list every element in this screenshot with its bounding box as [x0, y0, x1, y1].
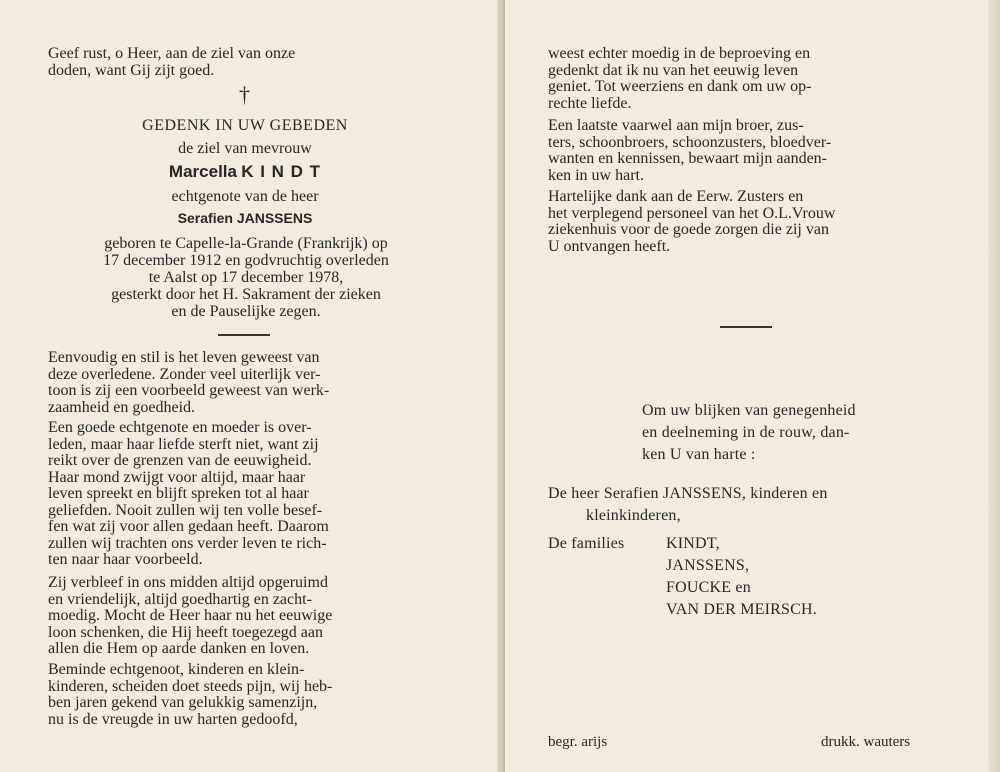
printer-left: begr. arijs [548, 734, 608, 750]
thanks-line-1: Om uw blijken van genegenheid [642, 402, 856, 419]
family-line-2: kleinkinderen, [586, 507, 681, 524]
verse: Geef rust, o Heer, aan de ziel van onze doden, want Gij zijt goed. [48, 45, 296, 79]
birth-line-3: te Aalst op 17 december 1978, [148, 269, 344, 286]
ziel-line: de ziel van mevrouw [178, 140, 312, 157]
deceased-firstname: Marcella [168, 162, 237, 181]
card-edge [988, 0, 1000, 772]
families-label: De families [548, 535, 625, 552]
deceased-surname: K I N D T [241, 162, 322, 181]
right-paragraph-3: Hartelijke dank aan de Eerw. Zusters en het verplegend personeel van het O.L.Vrouw ziekenhuis voor de goede zorgen die zij van U ontvangen heeft. [548, 188, 836, 255]
printer-right: drukk. wauters [821, 734, 911, 750]
paragraph-1: Eenvoudig en stil is het leven geweest van deze overledene. Zonder veel uiterlijk ver- toon is zij een voorbeeld geweest van werk- zaamheid en goedheid. [48, 349, 330, 416]
right-paragraph-2: Een laatste vaarwel aan mijn broer, zus- ters, schoonbroers, schoonzusters, bloedver- wanten en kennissen, bewaart mijn aanden- ken in uw hart. [548, 117, 832, 184]
paragraph-2: Een goede echtgenote en moeder is over- leden, maar haar liefde sterft niet, want zij reikt over de grenzen van de eeuwigheid. Haar mond zwijgt voor altijd, maar haar leven spreekt en blijft spreken tot al haar geliefden. Nooit zullen wij ten volle besef- fen wat zij voor allen gedaan heeft. Daarom zullen wij trachten ons verder leven te rich- ten naar haar voorbeeld. [48, 419, 329, 568]
family-van-der-meirsch: VAN DER MEIRSCH. [666, 601, 817, 618]
thanks-line-2: en deelneming in de rouw, dan- [642, 424, 850, 441]
birth-line-4: gesterkt door het H. Sakrament der zieken [111, 286, 381, 303]
family-foucke: FOUCKE en [666, 579, 751, 596]
right-paragraph-1: weest echter moedig in de beproeving en gedenkt dat ik nu van het eeuwig leven geniet. Tot weerziens en dank om uw op- rechte liefde. [548, 45, 812, 112]
birth-line-2: 17 december 1912 en godvruchtig overleden [103, 252, 389, 269]
right-page [505, 0, 1000, 772]
family-line-1: De heer Serafien JANSSENS, kinderen en [548, 485, 828, 502]
paragraph-4: Beminde echtgenoot, kinderen en klein- kinderen, scheiden doet steeds pijn, wij heb- ben jaren gekend van gelukkig samenzijn, nu is de vreugde in uw harten gedoofd, [48, 661, 333, 728]
family-janssens: JANSSENS, [666, 557, 750, 574]
divider-rule [218, 334, 270, 336]
thanks-line-3: ken U van harte : [642, 446, 756, 463]
right-divider-rule [720, 326, 772, 328]
deceased-name [0, 163, 490, 180]
birth-line-5: en de Pauselijke zegen. [171, 303, 321, 320]
spouse-name: Serafien JANSSENS [177, 210, 313, 226]
paragraph-3: Zij verbleef in ons midden altijd opgeruimd en vriendelijk, altijd goedhartig en zacht- moedig. Mocht de Heer haar nu het eeuwige loon schenken, die Hij heeft toegezegd aan allen die Hem op aarde danken en loven. [48, 574, 333, 657]
gedenk-heading: GEDENK IN UW GEBEDEN [142, 117, 348, 134]
spouse-intro: echtgenote van de heer [171, 188, 319, 205]
birth-line-1: geboren te Capelle-la-Grande (Frankrijk) op [104, 235, 388, 252]
family-kindt: KINDT, [666, 535, 720, 552]
cross-icon: † [239, 82, 250, 107]
